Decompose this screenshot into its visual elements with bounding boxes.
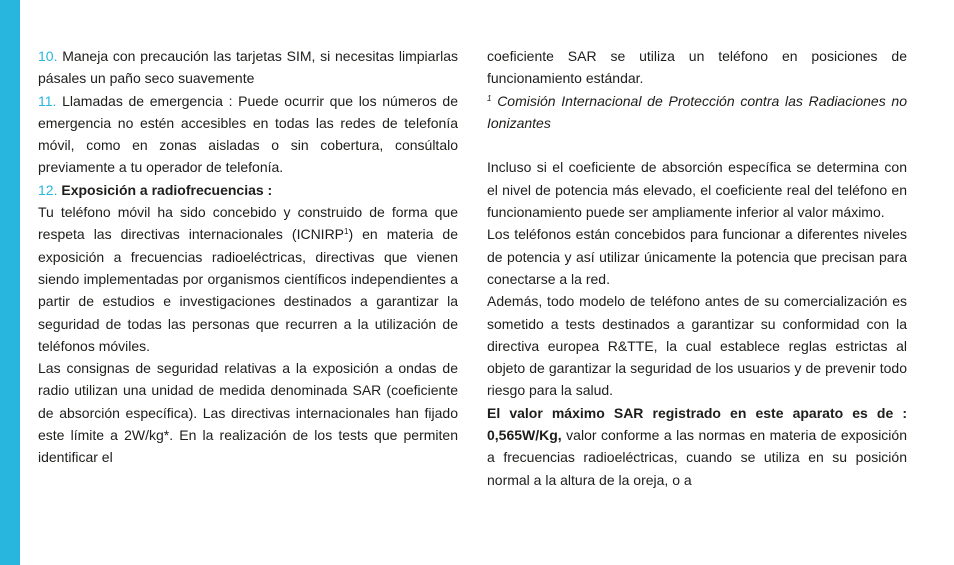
right-paragraph-3: Los teléfonos están concebidos para funcionar a diferentes niveles de potencia y así utilizar únicamente la potencia que precisan para conectarse a la red. xyxy=(487,226,907,287)
paragraph-gap xyxy=(487,134,907,156)
item-12-p1-end: ) en materia de exposición a frecuencias radioeléctricas, directivas que vienen siendo implementadas por organismos científicos independientes a partir de estudios e investigaciones destinados a garantizar la seguridad de todas las personas que recurren a la utilización de teléfonos móviles. xyxy=(38,226,458,354)
item-11 xyxy=(38,90,458,179)
item-12-number: 12. xyxy=(38,181,58,198)
left-column xyxy=(38,45,458,469)
right-paragraph-2: Incluso si el coeficiente de absorción específica se determina con el nivel de potencia más elevado, el coeficiente real del teléfono en funcionamiento puede ser ampliamente inferior al valor máximo. xyxy=(487,159,907,221)
right-paragraph-4: Además, todo modelo de teléfono antes de su comercialización es sometido a tests destinados a garantizar su conformidad con la directiva europea R&TTE, la cual establece reglas estrictas al objeto de garantizar la seguridad de los usuarios y de prevenir todo riesgo para la salud. xyxy=(487,293,907,399)
item-12-heading-text: Exposición a radiofrecuencias : xyxy=(57,181,273,198)
sar-value-statement: El valor máximo SAR registrado en este aparato es de : 0,565W/Kg, xyxy=(487,404,907,444)
sar-value-continuation: valor conforme a las normas en materia de exposición a frecuencias radioeléctricas, cuando se utiliza en su posición normal a la altura de la oreja, o a xyxy=(487,427,907,488)
footnote xyxy=(487,90,907,135)
footnote-text: Comisión Internacional de Protección contra las Radiaciones no Ionizantes xyxy=(487,92,907,131)
item-10 xyxy=(38,45,458,90)
right-column xyxy=(487,45,907,491)
footnote-mark: 1 xyxy=(487,93,492,103)
item-10-number: 10. xyxy=(38,48,58,64)
item-12-heading xyxy=(38,179,458,201)
footnote-ref: 1 xyxy=(344,227,349,237)
item-11-number: 11. xyxy=(38,92,57,109)
item-10-text: Maneja con precaución las tarjetas SIM, si necesitas limpiarlas pásales un paño seco suavemente xyxy=(38,48,458,87)
item-12-paragraph-1 xyxy=(38,201,458,357)
item-12-paragraph-2: Las consignas de seguridad relativas a la exposición a ondas de radio utilizan una unidad de medida denominada SAR (coeficiente de absorción específica). Las directivas internacionales han fijado este límite a 2W/kg*. En la realización de los tests que permiten identificar el xyxy=(38,360,458,466)
item-11-text: Llamadas de emergencia : Puede ocurrir que los números de emergencia no estén accesibles en todas las redes de telefonía móvil, como en zonas aisladas o sin cobertura, consúltalo previamente a tu operador de telefonía. xyxy=(38,92,458,176)
accent-side-bar xyxy=(0,0,20,565)
item-12-p1-start: Tu teléfono móvil ha sido concebido y construido de forma que respeta las directivas internacionales (ICNIRP xyxy=(38,204,458,243)
right-paragraph-1: coeficiente SAR se utiliza un teléfono en posiciones de funcionamiento estándar. xyxy=(487,48,907,87)
right-paragraph-5 xyxy=(487,402,907,491)
